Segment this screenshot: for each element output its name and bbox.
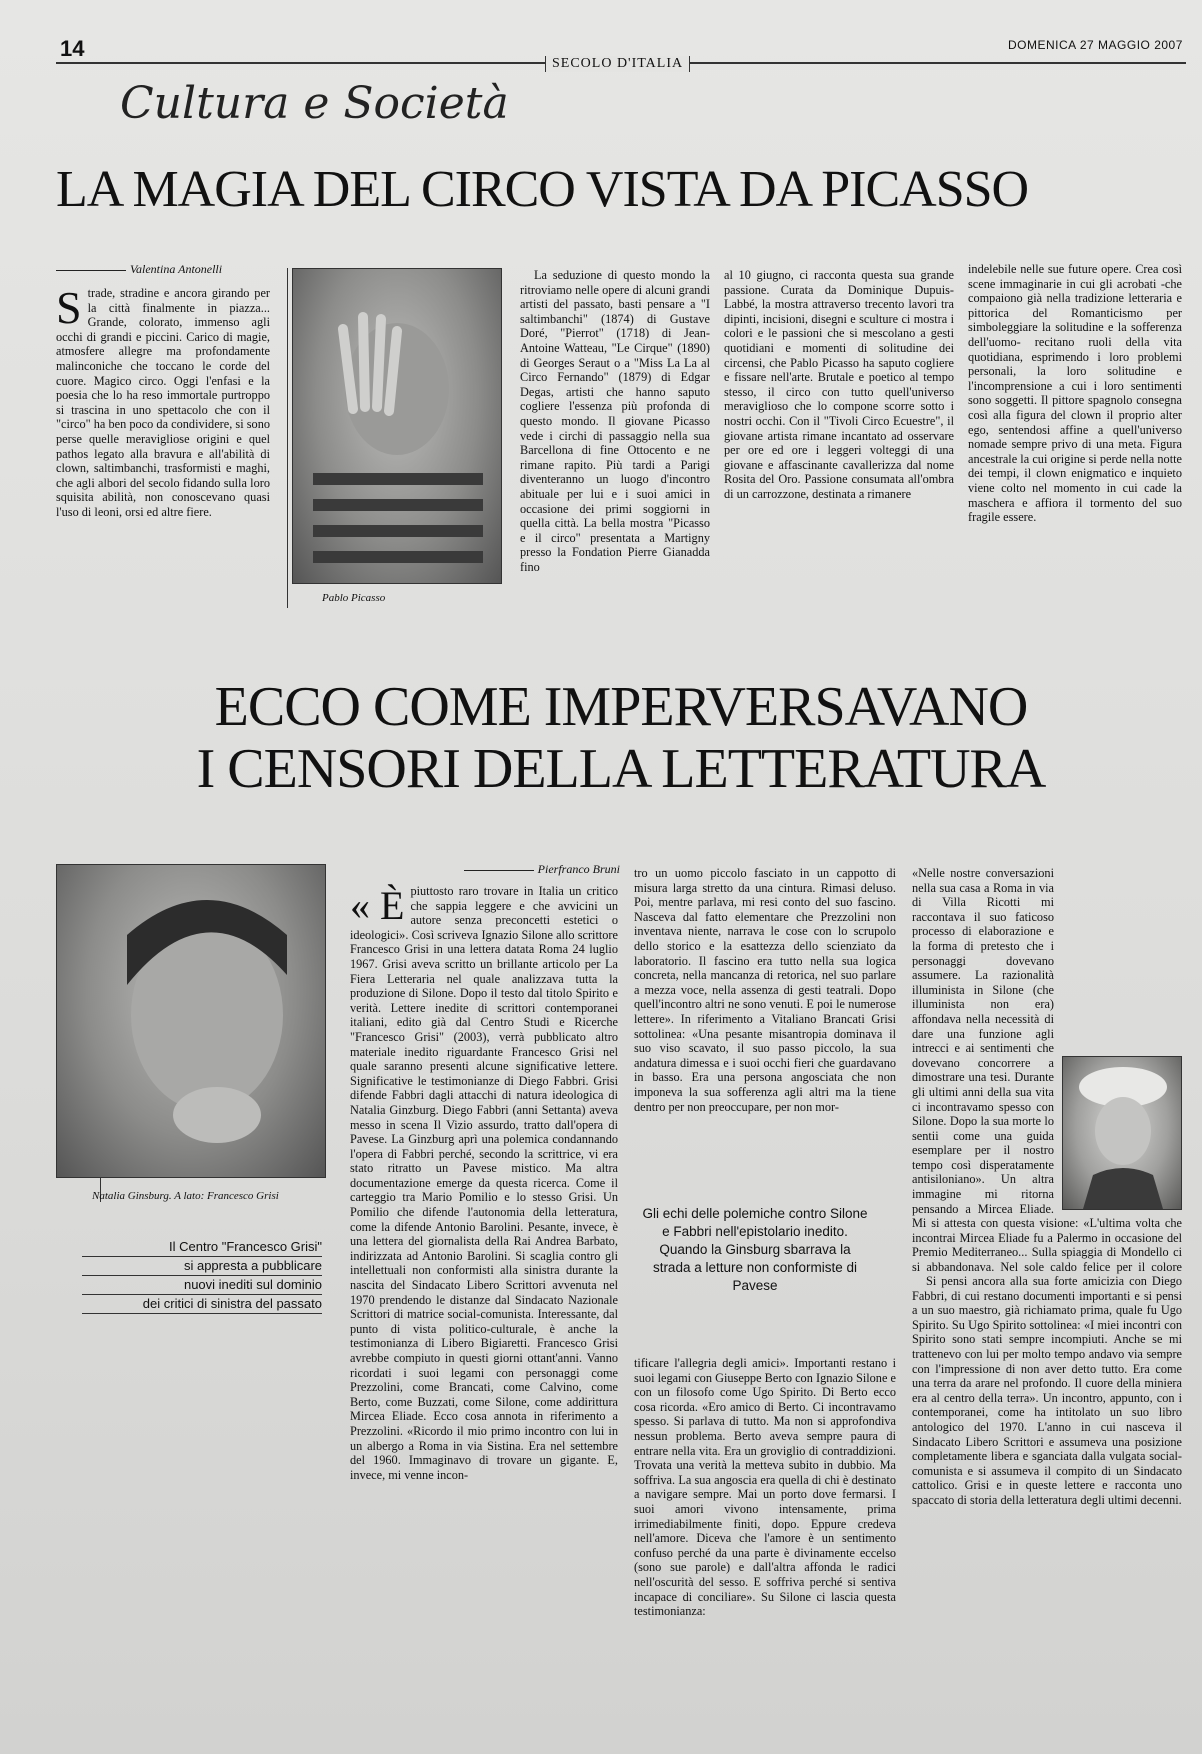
ginsburg-photo (56, 864, 326, 1178)
picasso-portrait-illustration (293, 269, 501, 583)
article2-col3a-text: «Nelle nostre conversazioni nella sua casa a Roma in via di Villa Ricotti mi raccontava il suo faticoso processo di elaborazione e la forma di pretesto che i personaggi dovevano assumere. La razionalità illuminista in Silone (che illuminista non era) affondava nella necessità di dare una funzione agli intrecci e ai sentimenti che dovevano concorrere a dimostrare una tesi. Durante gli ultimi anni della sua vita ci incontravamo spesso con Silone. Dopo la sua morte lo sentii come una guida esemplare per il nostro tempo così disperatamente antisiloniano». Un altra immagine mi ritorna pensando a Mircea Eliade. Mi si attesta con questa visione: «L'ultima volta che incontrai Mircea Eliade fu a Palermo in occasione del Premio Mediterraneo... Sulla spiaggia di Mondello ci si abbandonava. Nel sole caldo felice per il colore (912, 866, 1182, 1274)
article1-col2-text: La seduzione di questo mondo la ritroviamo nelle opere di alcuni grandi artisti del passato, basti pensare a "I saltimbanchi" (1874) di Gustave Doré, "Pierrot" (1718) di Jean-Antoine Watteau, "Le Cirque" (1890) di Georges Seraut o a "Miss La La al Circo Fernando" (1879) di Edgar Degas, artisti che hanno saputo cogliere l'essenza più profonda di questo mondo. Il giovane Picasso vede i circhi di passaggio nella sua Barcellona di fine Ottocento e ne rimane rapito. Più tardi a Parigi diventeranno un luogo d'incontro abituale per lui e i suoi amici in occasione dei primi soggiorni in quella città. La bella mostra "Picasso e il circo" presentata a Martigny presso la Fondation Pierre Gianadda fino (520, 268, 710, 574)
article2-col3b-text: Si pensi ancora alla sua forte amicizia con Diego Fabbri, di cui restano documenti importanti e si pensi a un suo maestro, già richiamato prima, quale fu Ugo Spirito. Su Ugo Spirito sottolinea: «I miei incontri con Spirito sono stati sempre incompiuti. Anche se mi trattenevo con lui per molto tempo andavo via sempre con l'impressione di non aver detto tutto. Era come una terra da arare nel profondo. Il cuore della miniera era al centro della terra». Un incontro, appunto, con i contemporanei, come ha intitolato un suo libro antologico del 1970. L'anno in cui nasceva il Sindacato Libero Scrittori e assumeva una posizione completamente libera e sganciata dalla vulgata social-comunista e si assumeva il compito di un Sindacato cattolico. Grisi e in queste lettere e racconta uno spaccato di storia della letteratura degli ultimi decenni. (912, 1274, 1182, 1507)
article2-column-3b (912, 1274, 1182, 1684)
article2-headline-line2: I CENSORI DELLA LETTERATURA (196, 738, 1046, 800)
article2-headline (56, 676, 1186, 800)
article1-column-4 (968, 262, 1182, 608)
article2-column-2a (634, 866, 896, 1192)
article2-pull-quote: Gli echi delle polemiche contro Silone e Fabbri nell'epistolario inedito. Quando la Ginsburg sbarrava la strada a letture non conformiste di Pavese (642, 1206, 868, 1293)
page-number: 14 (56, 36, 88, 64)
article1-column-2 (520, 268, 710, 608)
ginsburg-photo-caption: Natalia Ginsburg. A lato: Francesco Grisi (92, 1190, 279, 1202)
article2-headline-line1: ECCO COME IMPERVERSAVANO (214, 676, 1028, 738)
article2-column-3a (912, 866, 1182, 1274)
masthead: SECOLO D'ITALIA (545, 56, 690, 72)
article2-column-1 (350, 884, 618, 1684)
article1-byline: Valentina Antonelli (56, 262, 222, 277)
article2-col2a-text: tro un uomo piccolo fasciato in un cappotto di misura larga stretto da una cintura. Rimasi deluso. Poi, mentre parlava, mi resi conto del suo fascino. Nasceva dal fatto elementare che Prezzolini non inventava niente, narrava le cose con lo scrupolo dello storico e la esattezza dello scienziato da laboratorio. Il fascino era tutto nella sua logica concreta, nella mancanza di retorica, nel suo parlare a mezza voce, nella assenza di gesti teatrali. Dopo quell'incontro altri ne sono venuti. E poi le numerose lettere». In riferimento a Vitaliano Brancati Grisi sottolinea: «Una pesante misantropia dominava il suo viso scavato, il suo passo piccolo, la sua andatura dimessa e i suoi occhi fieri che guardavano in basso. Era una persona angosciata che non imponeva la sua sofferenza agli altri ma la tiene dentro per non preoccupare, per non mor- (634, 866, 896, 1114)
article2-byline: Pierfranco Bruni (350, 862, 620, 877)
column-rule (287, 268, 288, 608)
article1-headline: LA MAGIA DEL CIRCO VISTA DA PICASSO (56, 161, 1029, 218)
article1-column-1 (56, 286, 270, 606)
article1-col1-text: trade, stradine e ancora girando per la città finalmente in piazza... Grande, colorato, immenso agli occhi di grandi e piccini. Carico di magie, atmosfere allegre ma profondamente malinconiche che toccano le corde del cuore. Magico circo. Oggi l'enfasi e la poesia che lo ha reso immortale purtroppo si trascina in uno spettacolo che con il "circo" ha ben poco da condividere, si sono perse quelle meravigliose origini e quel pathos legato alla bravura e all'abilità di clown, saltimbanchi, trasformisti e maghi, che agli albori del secolo fidando sulla loro squisita abilità, non conoscevano quasi l'uso di leoni, orsi ed altre fiere. (56, 286, 270, 519)
article2-col2b-text: tificare l'allegria degli amici». Importanti restano i suoi legami con Giuseppe Berto con Ignazio Silone e con un filosofo come Ugo Spirito. Di Berto ecco cosa ricorda. «Ero amico di Berto. Ci incontravamo spesso. Si parlava di tutto. Ma non si approfondiva nessun problema. Berto aveva sempre paura di entrare nella vita. Era un groviglio di contraddizioni. Trovata una verità la metteva subito in dubbio. Ma soffriva. La sua angoscia era quella di chi è destinato a navigare sempre. Mai un porto dove fermarsi. I suoi amori vivono intensamente, prima irrimediabilmente finiti, dopo. Eppure credeva nell'amore. Diceva che l'amore è un sentimento confuso perché da una parte è divinamente eccelso (sono sue parole) e dall'altra affonda le radici nell'oscurità del sesso. E soffriva perché si sentiva incapace di conciliare». Su Silone ci lascia questa testimonianza: (634, 1356, 896, 1619)
article1-column-3 (724, 268, 954, 608)
article1-col3-text: al 10 giugno, ci racconta questa sua grande passione. Curata da Dominique Dupuis-Labbé, la mostra attraverso trecento lavori tra dipinti, incisioni, disegni e sculture ci mostra i colori e le passioni che si mescolano a gesti quotidiani e momenti di solitudine dei circensi, che Pablo Picasso ha saputo cogliere e fissare nell'arte. Brutale e poetico al tempo stesso, il circo con tutto quell'universo meraviglioso che lo compone scorre sotto i nostri occhi. Con il "Tivoli Circo Ecuestre", il giovane artista rimane incantato ad osservare per ore ed ore i leggeri volteggi di una giovane e affascinante cavallerizza dal nome Rosita del Oro. Passione consumata all'ombra di un carrozzone, destinata a rimanere (724, 268, 954, 501)
ginsburg-portrait-illustration (57, 865, 325, 1177)
article2-column-2b (634, 1356, 896, 1686)
article2-summary-box (82, 1238, 322, 1314)
summary-line: si appresta a pubblicare (82, 1257, 322, 1276)
picasso-photo-caption: Pablo Picasso (322, 592, 386, 604)
picasso-photo (292, 268, 502, 584)
article2-drop-cap: « È (350, 884, 405, 928)
summary-line: Il Centro "Francesco Grisi" (82, 1238, 322, 1257)
summary-line: nuovi inediti sul dominio (82, 1276, 322, 1295)
article1-drop-cap: S (56, 286, 82, 333)
article1-col4-text: indelebile nelle sue future opere. Crea così scene immaginarie in cui gli acrobati -che compaiono già nella tradizione letteraria e pittorica del Romanticismo per simboleggiare la solitudine e la sofferenza dell'uomo- recitano ruoli della vita quotidiana, esprimendo i loro problemi personali, la loro solitudine e l'incomprensione a cui i loro sentimenti sono soggetti. Il pittore spagnolo consegna così alla figura del clown il proprio alter ego, sentendosi affine a quell'universo nomade sempre privo di una meta. Figura ancestrale la cui origine si perde nella notte dei tempi, il clown enigmatico e inquieto viene colto nel momento in cui cade la maschera e affiora il tormento del suo fragile essere. (968, 262, 1182, 525)
article2-col1-text: piuttosto raro trovare in Italia un critico che sappia leggere e che avvicini un autore senza preconcetti estetici o ideologici». Così scriveva Ignazio Silone allo scrittore Francesco Grisi in una lettera datata Roma 24 luglio 1967. Grisi aveva scritto un brillante articolo per La Fiera Letteraria nel quale analizzava tutta la produzione di Silone. Dopo il testo dal titolo Spirito e verità. Lettere inedite di scrittori contemporanei italiani, edito già dal Centro Studi e Ricerche "Francesco Grisi" (2003), verrà pubblicato altro materiale inedito riguardante Francesco Grisi nel quale saranno presenti alcune significative lettere. Significative le testimonianze di Diego Fabbri. Grisi difende Fabbri dagli attacchi di natura ideologica di Natalia Ginzburg. Diego Fabbri (anni Settanta) aveva messo in scena Il Vizio assurdo, tratto dall'opera di Pavese. La Ginzburg aprì una polemica condannando l'opera di Fabbri perché, secondo la scrittrice, vi era stato ritratto un Pavese mistico. Ma altra documentazione emerge da questa ricerca. Come il carteggio tra Mario Pomilio e lo stesso Grisi. Un Pomilio che difende l'autonomia della letteratura, come la difende Antonio Barolini. Pesante, invece, è una lettera del giornalista della Rai Andrea Barbato, indirizzata ad Antonio Barolini. Si scaglia contro gli intellettuali non conformisti alla sinistra durante la nascita del Sindacato Libero Scrittori avvenuta nel 1970 prendendo le distanze dal Sindacato Nazionale Scrittori di matrice social-comunista. Interessante, dal punto di vista politico-culturale, è anche la testimonianza di Libero Bigiaretti. Francesco Grisi avrebbe compiuto in questi giorni ottant'anni. Vanno ricordati i suoi legami con personaggi come Prezzolini, come Brancati, come Calvino, come Berto, come Buzzati, come Silone, come addirittura Mircea Eliade. Ecco cosa annota in riferimento a Prezzolini. «Ricordo il mio primo incontro con lui in un albergo a Roma in via Sistina. Era nel settembre del 1960. Immaginavo di trovare un gigante. E, invece, mi venne incon- (350, 884, 618, 1482)
issue-date: DOMENICA 27 MAGGIO 2007 (1008, 38, 1183, 52)
summary-line: dei critici di sinistra del passato (82, 1295, 322, 1314)
grisi-photo (1062, 1056, 1182, 1210)
section-title: Cultura e Società (120, 78, 509, 129)
grisi-portrait-illustration (1063, 1057, 1181, 1209)
